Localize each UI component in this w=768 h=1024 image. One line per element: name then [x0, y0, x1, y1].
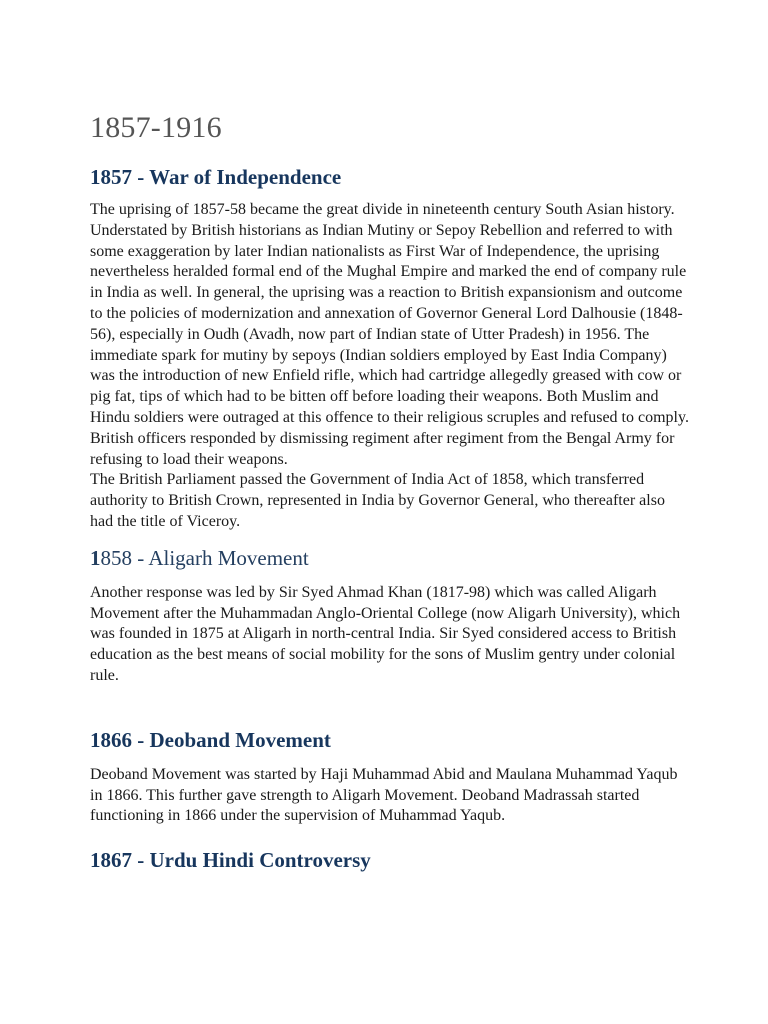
- document-page: [90, 108, 690, 873]
- section-paragraph: The British Parliament passed the Government of India Act of 1858, which transferred authority to British Crown, represented in India by Governor General, who thereafter also had the title of Viceroy.: [90, 471, 665, 530]
- section-heading: 1867 - Urdu Hindi Controversy: [90, 848, 371, 873]
- section-paragraph: Another response was led by Sir Syed Ahmad Khan (1817-98) which was called Aligarh Movement after the Muhammadan Anglo-Oriental College (now Aligarh University), which was founded in 1875 at Aligarh in north-central India. Sir Syed considered access to British education as the best means of social mobility for the sons of Muslim gentry under colonial rule.: [90, 583, 681, 684]
- section-heading: 1857 - War of Independence: [90, 165, 342, 189]
- heading-lead-char: 1: [90, 545, 101, 570]
- section-deoband-movement: [90, 727, 690, 827]
- section-heading: [90, 545, 690, 571]
- section-urdu-hindi-controversy: [90, 847, 690, 873]
- section-aligarh-movement: [90, 545, 690, 687]
- section-heading: 1866 - Deoband Movement: [90, 727, 331, 752]
- document-title: 1857-1916: [90, 111, 222, 144]
- section-war-of-independence: [90, 164, 690, 533]
- section-paragraph: The uprising of 1857-58 became the great divide in nineteenth century South Asian history. Understated by British historians as Indian Mutiny or Sepoy Rebellion and referred to with some exaggeration by later Indian nationalists as First War of Independence, the uprising nevertheless heralded formal end of the Mughal Empire and marked the end of company rule in India as well. In general, the uprising was a reaction to British expansionism and outcome to the policies of modernization and annexation of Governor General Lord Dalhousie (1848-56), especially in Oudh (Avadh, now part of Indian state of Utter Pradesh) in 1956. The immediate spark for mutiny by sepoys (Indian soldiers employed by East India Company) was the introduction of new Enfield rifle, which had cartridge allegedly greased with cow or pig fat, tips of which had to be bitten off before loading their weapons. Both Muslim and Hindu soldiers were outraged at this offence to their religious scruples and refused to comply. British officers responded by dismissing regiment after regiment from the Bengal Army for refusing to load their weapons.: [90, 201, 689, 468]
- section-paragraph: Deoband Movement was started by Haji Muhammad Abid and Maulana Muhammad Yaqub in 1866. This further gave strength to Aligarh Movement. Deoband Madrassah started functioning in 1866 under the supervision of Muhammad Yaqub.: [90, 765, 678, 825]
- heading-rest: 858 - Aligarh Movement: [100, 545, 309, 570]
